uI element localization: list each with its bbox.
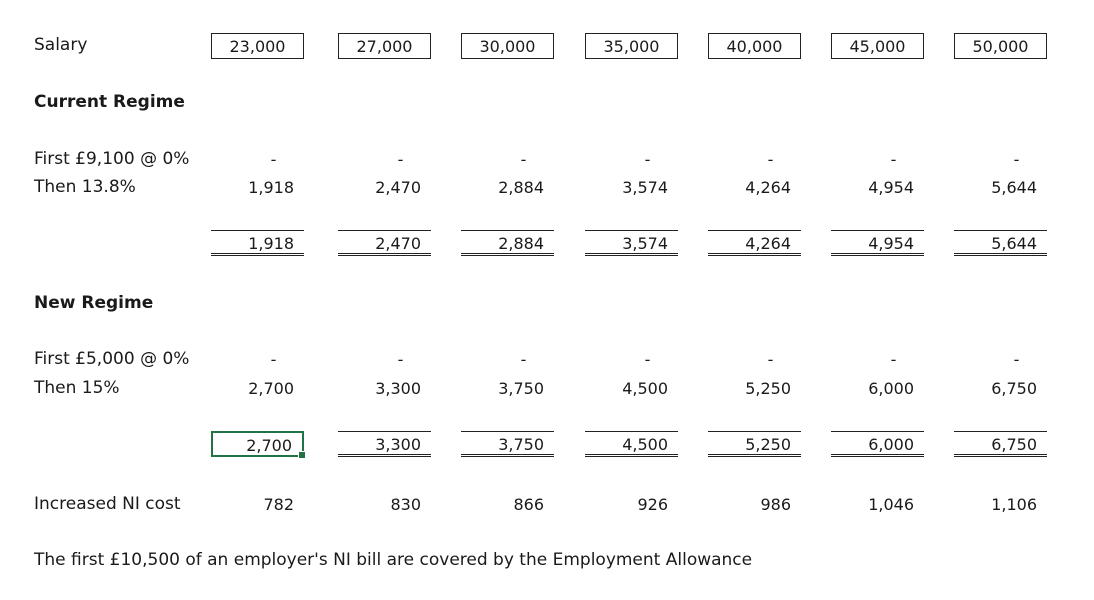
cell[interactable]: - [1013, 350, 1020, 369]
cell[interactable]: 50,000 [954, 33, 1047, 59]
current-band2-label: Then 13.8% [34, 177, 136, 197]
new-band1-row [0, 345, 1094, 377]
cell[interactable]: 3,300 [375, 379, 421, 398]
cell[interactable]: 866 [513, 495, 544, 514]
cell[interactable]: 4,264 [708, 230, 801, 256]
cell[interactable]: 3,750 [461, 431, 554, 457]
cell[interactable]: 6,000 [831, 431, 924, 457]
cell[interactable]: 4,954 [868, 178, 914, 197]
cell[interactable]: 926 [637, 495, 668, 514]
cell[interactable]: 1,918 [211, 230, 304, 256]
cell[interactable]: 4,264 [745, 178, 791, 197]
cell[interactable]: - [397, 350, 404, 369]
cell[interactable]: 830 [390, 495, 421, 514]
cell[interactable]: 3,574 [585, 230, 678, 256]
increased-cost-label: Increased NI cost [34, 494, 181, 514]
cell[interactable]: 3,574 [622, 178, 668, 197]
fill-handle[interactable] [298, 451, 306, 459]
cell[interactable]: - [1013, 150, 1020, 169]
cell[interactable]: 5,250 [708, 431, 801, 457]
cell[interactable]: - [270, 350, 277, 369]
new-band2-row [0, 374, 1094, 406]
current-total-row [0, 228, 1094, 260]
cell[interactable]: 30,000 [461, 33, 554, 59]
new-band1-label: First £5,000 @ 0% [34, 349, 190, 369]
current-band2-row [0, 173, 1094, 205]
cell[interactable]: 1,106 [991, 495, 1037, 514]
cell[interactable]: - [270, 150, 277, 169]
current-band1-label: First £9,100 @ 0% [34, 149, 190, 169]
cell[interactable]: 6,750 [991, 379, 1037, 398]
cell[interactable]: - [644, 150, 651, 169]
cell[interactable]: 1,046 [868, 495, 914, 514]
salary-label: Salary [34, 35, 88, 55]
cell[interactable]: - [397, 150, 404, 169]
cell[interactable]: 5,644 [954, 230, 1047, 256]
selected-cell[interactable]: 2,700 [211, 431, 304, 457]
new-total-row [0, 429, 1094, 461]
cell[interactable]: 4,500 [622, 379, 668, 398]
cell[interactable]: - [520, 350, 527, 369]
cell[interactable]: 1,918 [248, 178, 294, 197]
increased-cost-row [0, 490, 1094, 522]
cell[interactable]: 4,500 [585, 431, 678, 457]
cell[interactable]: 2,700 [248, 379, 294, 398]
cell[interactable]: - [767, 150, 774, 169]
salary-row [0, 31, 1094, 63]
cell[interactable]: 23,000 [211, 33, 304, 59]
cell[interactable]: 782 [263, 495, 294, 514]
cell[interactable]: - [644, 350, 651, 369]
cell[interactable]: 3,750 [498, 379, 544, 398]
cell[interactable]: 5,250 [745, 379, 791, 398]
employment-allowance-note: The first £10,500 of an employer's NI bill are covered by the Employment Allowance [34, 550, 753, 570]
cell[interactable]: 986 [760, 495, 791, 514]
cell[interactable]: 45,000 [831, 33, 924, 59]
new-regime-heading: New Regime [34, 293, 154, 313]
cell[interactable]: - [890, 150, 897, 169]
cell[interactable]: - [890, 350, 897, 369]
cell[interactable]: 6,000 [868, 379, 914, 398]
cell[interactable]: 5,644 [991, 178, 1037, 197]
current-regime-heading: Current Regime [34, 92, 185, 112]
cell[interactable]: 27,000 [338, 33, 431, 59]
cell[interactable]: 2,884 [461, 230, 554, 256]
cell[interactable]: - [520, 150, 527, 169]
cell[interactable]: 40,000 [708, 33, 801, 59]
cell[interactable]: 2,470 [375, 178, 421, 197]
cell[interactable]: 2,470 [338, 230, 431, 256]
cell[interactable]: - [767, 350, 774, 369]
cell[interactable]: 3,300 [338, 431, 431, 457]
new-band2-label: Then 15% [34, 378, 120, 398]
cell[interactable]: 35,000 [585, 33, 678, 59]
cell[interactable]: 2,884 [498, 178, 544, 197]
cell[interactable]: 6,750 [954, 431, 1047, 457]
cell[interactable]: 4,954 [831, 230, 924, 256]
